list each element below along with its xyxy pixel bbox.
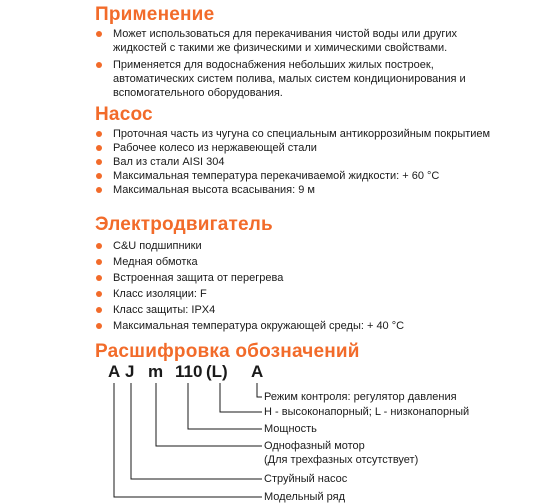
bullet-dot-icon	[96, 323, 102, 329]
code-head-letter: (L)	[206, 362, 228, 381]
decoding-label-head: H - высоконапорный; L - низконапорный	[264, 406, 470, 418]
list-item: C&U подшипники	[95, 239, 495, 253]
list-item: Встроенная защита от перегрева	[95, 271, 495, 285]
bullet-dot-icon	[96, 31, 102, 37]
list-item: Может использоваться для перекачивания чистой воды или других жидкостей с такими же физическими и химическими свойствами.	[95, 27, 495, 55]
list-item: Проточная часть из чугуна со специальным антикоррозийным покрытием	[95, 127, 495, 141]
section-title-application: Применение	[95, 4, 215, 25]
bullet-dot-icon	[96, 307, 102, 313]
bullet-dot-icon	[96, 275, 102, 281]
code-jet-letter: J	[125, 362, 135, 381]
code-motor-letter: m	[148, 362, 164, 381]
list-item: Вал из стали AISI 304	[95, 155, 495, 169]
bullet-dot-icon	[96, 243, 102, 249]
application-list	[95, 27, 495, 100]
decoding-label-motor-note: (Для трехфазных отсутствует)	[264, 454, 419, 466]
list-item: Максимальная температура перекачиваемой жидкости: + 60 °C	[95, 169, 495, 183]
decoding-label-series: Модельный ряд	[264, 491, 346, 503]
bullet-dot-icon	[96, 145, 102, 151]
list-item: Максимальная температура окружающей среды: + 40 °C	[95, 319, 495, 333]
list-item: Максимальная высота всасывания: 9 м	[95, 183, 495, 197]
decoding-label-power: Мощность	[264, 423, 317, 435]
section-title-pump: Насос	[95, 104, 153, 125]
pump-list	[95, 127, 495, 197]
list-item: Класс изоляции: F	[95, 287, 495, 301]
list-item: Медная обмотка	[95, 255, 495, 269]
bullet-dot-icon	[96, 173, 102, 179]
code-series-letter: A	[108, 362, 121, 381]
bullet-dot-icon	[96, 159, 102, 165]
decoding-label-control: Режим контроля: регулятор давления	[264, 391, 457, 403]
section-title-motor: Электродвигатель	[95, 214, 273, 235]
bullet-dot-icon	[96, 259, 102, 265]
list-item: Применяется для водоснабжения небольших жилых построек, автоматических систем полива, малых систем кондиционирования и вспомогательного оборудования.	[95, 58, 495, 100]
list-item: Класс защиты: IPX4	[95, 303, 495, 317]
bullet-dot-icon	[96, 131, 102, 137]
code-control-letter: A	[251, 362, 264, 381]
motor-list	[95, 239, 495, 333]
section-title-decoding: Расшифровка обозначений	[95, 341, 360, 362]
bullet-dot-icon	[96, 291, 102, 297]
list-item: Рабочее колесо из нержавеющей стали	[95, 141, 495, 155]
bullet-dot-icon	[96, 187, 102, 193]
decoding-label-motor: Однофазный мотор	[264, 440, 365, 452]
bullet-dot-icon	[96, 62, 102, 68]
code-power-value: 110	[175, 362, 203, 381]
decoding-label-jet: Струйный насос	[264, 473, 348, 485]
